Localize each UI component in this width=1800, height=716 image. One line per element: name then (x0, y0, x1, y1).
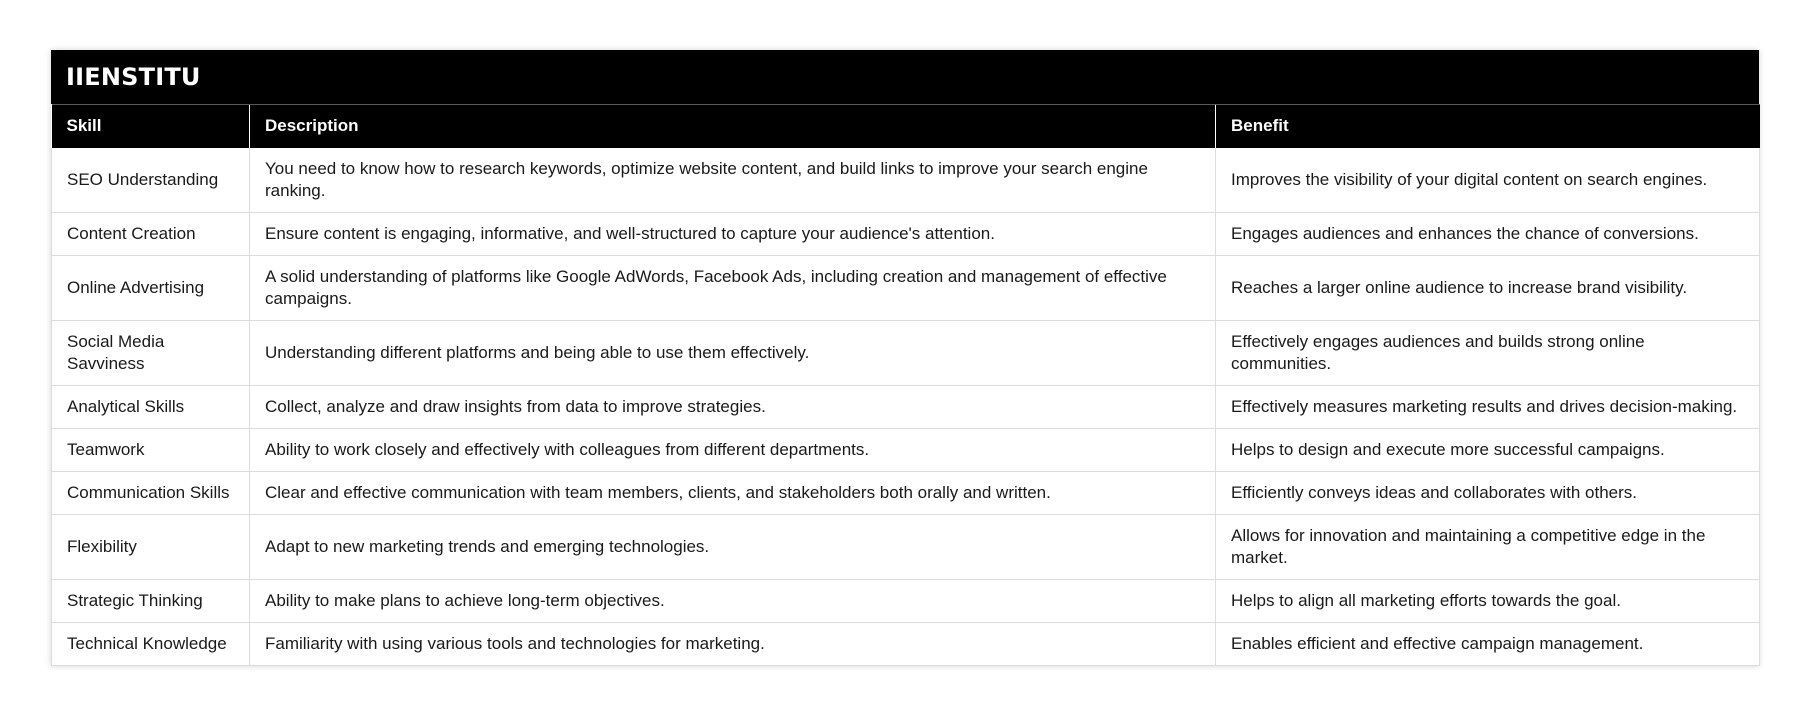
column-header-skill: Skill (52, 105, 250, 148)
table-row (52, 515, 1760, 580)
cell-skill: Technical Knowledge (52, 623, 250, 666)
cell-benefit: Effectively engages audiences and builds strong online communities. (1216, 321, 1760, 386)
cell-description: Understanding different platforms and being able to use them effectively. (250, 321, 1216, 386)
table-row (52, 256, 1760, 321)
table-row (52, 623, 1760, 666)
table-row (52, 580, 1760, 623)
column-header-benefit: Benefit (1216, 105, 1760, 148)
cell-description: A solid understanding of platforms like Google AdWords, Facebook Ads, including creation and management of effective campaigns. (250, 256, 1216, 321)
table-row (52, 386, 1760, 429)
cell-benefit: Helps to align all marketing efforts towards the goal. (1216, 580, 1760, 623)
cell-skill: Communication Skills (52, 472, 250, 515)
cell-benefit: Engages audiences and enhances the chance of conversions. (1216, 213, 1760, 256)
skills-table-container (51, 50, 1759, 666)
cell-benefit: Enables efficient and effective campaign management. (1216, 623, 1760, 666)
cell-description: Familiarity with using various tools and technologies for marketing. (250, 623, 1216, 666)
cell-benefit: Helps to design and execute more successful campaigns. (1216, 429, 1760, 472)
cell-description: Ensure content is engaging, informative, and well-structured to capture your audience's attention. (250, 213, 1216, 256)
cell-description: Ability to work closely and effectively with colleagues from different departments. (250, 429, 1216, 472)
cell-benefit: Effectively measures marketing results and drives decision-making. (1216, 386, 1760, 429)
skills-table (51, 104, 1760, 666)
cell-description: Ability to make plans to achieve long-term objectives. (250, 580, 1216, 623)
cell-skill: Flexibility (52, 515, 250, 580)
cell-description: Adapt to new marketing trends and emerging technologies. (250, 515, 1216, 580)
cell-skill: Content Creation (52, 213, 250, 256)
table-row (52, 213, 1760, 256)
cell-skill: SEO Understanding (52, 148, 250, 213)
cell-skill: Social Media Savviness (52, 321, 250, 386)
cell-benefit: Efficiently conveys ideas and collaborates with others. (1216, 472, 1760, 515)
table-title: IIENSTITU (51, 50, 1759, 104)
cell-skill: Teamwork (52, 429, 250, 472)
cell-benefit: Improves the visibility of your digital content on search engines. (1216, 148, 1760, 213)
cell-skill: Analytical Skills (52, 386, 250, 429)
cell-description: Clear and effective communication with team members, clients, and stakeholders both orally and written. (250, 472, 1216, 515)
cell-description: Collect, analyze and draw insights from data to improve strategies. (250, 386, 1216, 429)
table-row (52, 429, 1760, 472)
cell-description: You need to know how to research keywords, optimize website content, and build links to improve your search engine ranking. (250, 148, 1216, 213)
column-header-description: Description (250, 105, 1216, 148)
table-row (52, 321, 1760, 386)
cell-benefit: Allows for innovation and maintaining a competitive edge in the market. (1216, 515, 1760, 580)
cell-skill: Online Advertising (52, 256, 250, 321)
table-row (52, 148, 1760, 213)
cell-benefit: Reaches a larger online audience to increase brand visibility. (1216, 256, 1760, 321)
table-row (52, 472, 1760, 515)
cell-skill: Strategic Thinking (52, 580, 250, 623)
table-header-row (52, 105, 1760, 148)
